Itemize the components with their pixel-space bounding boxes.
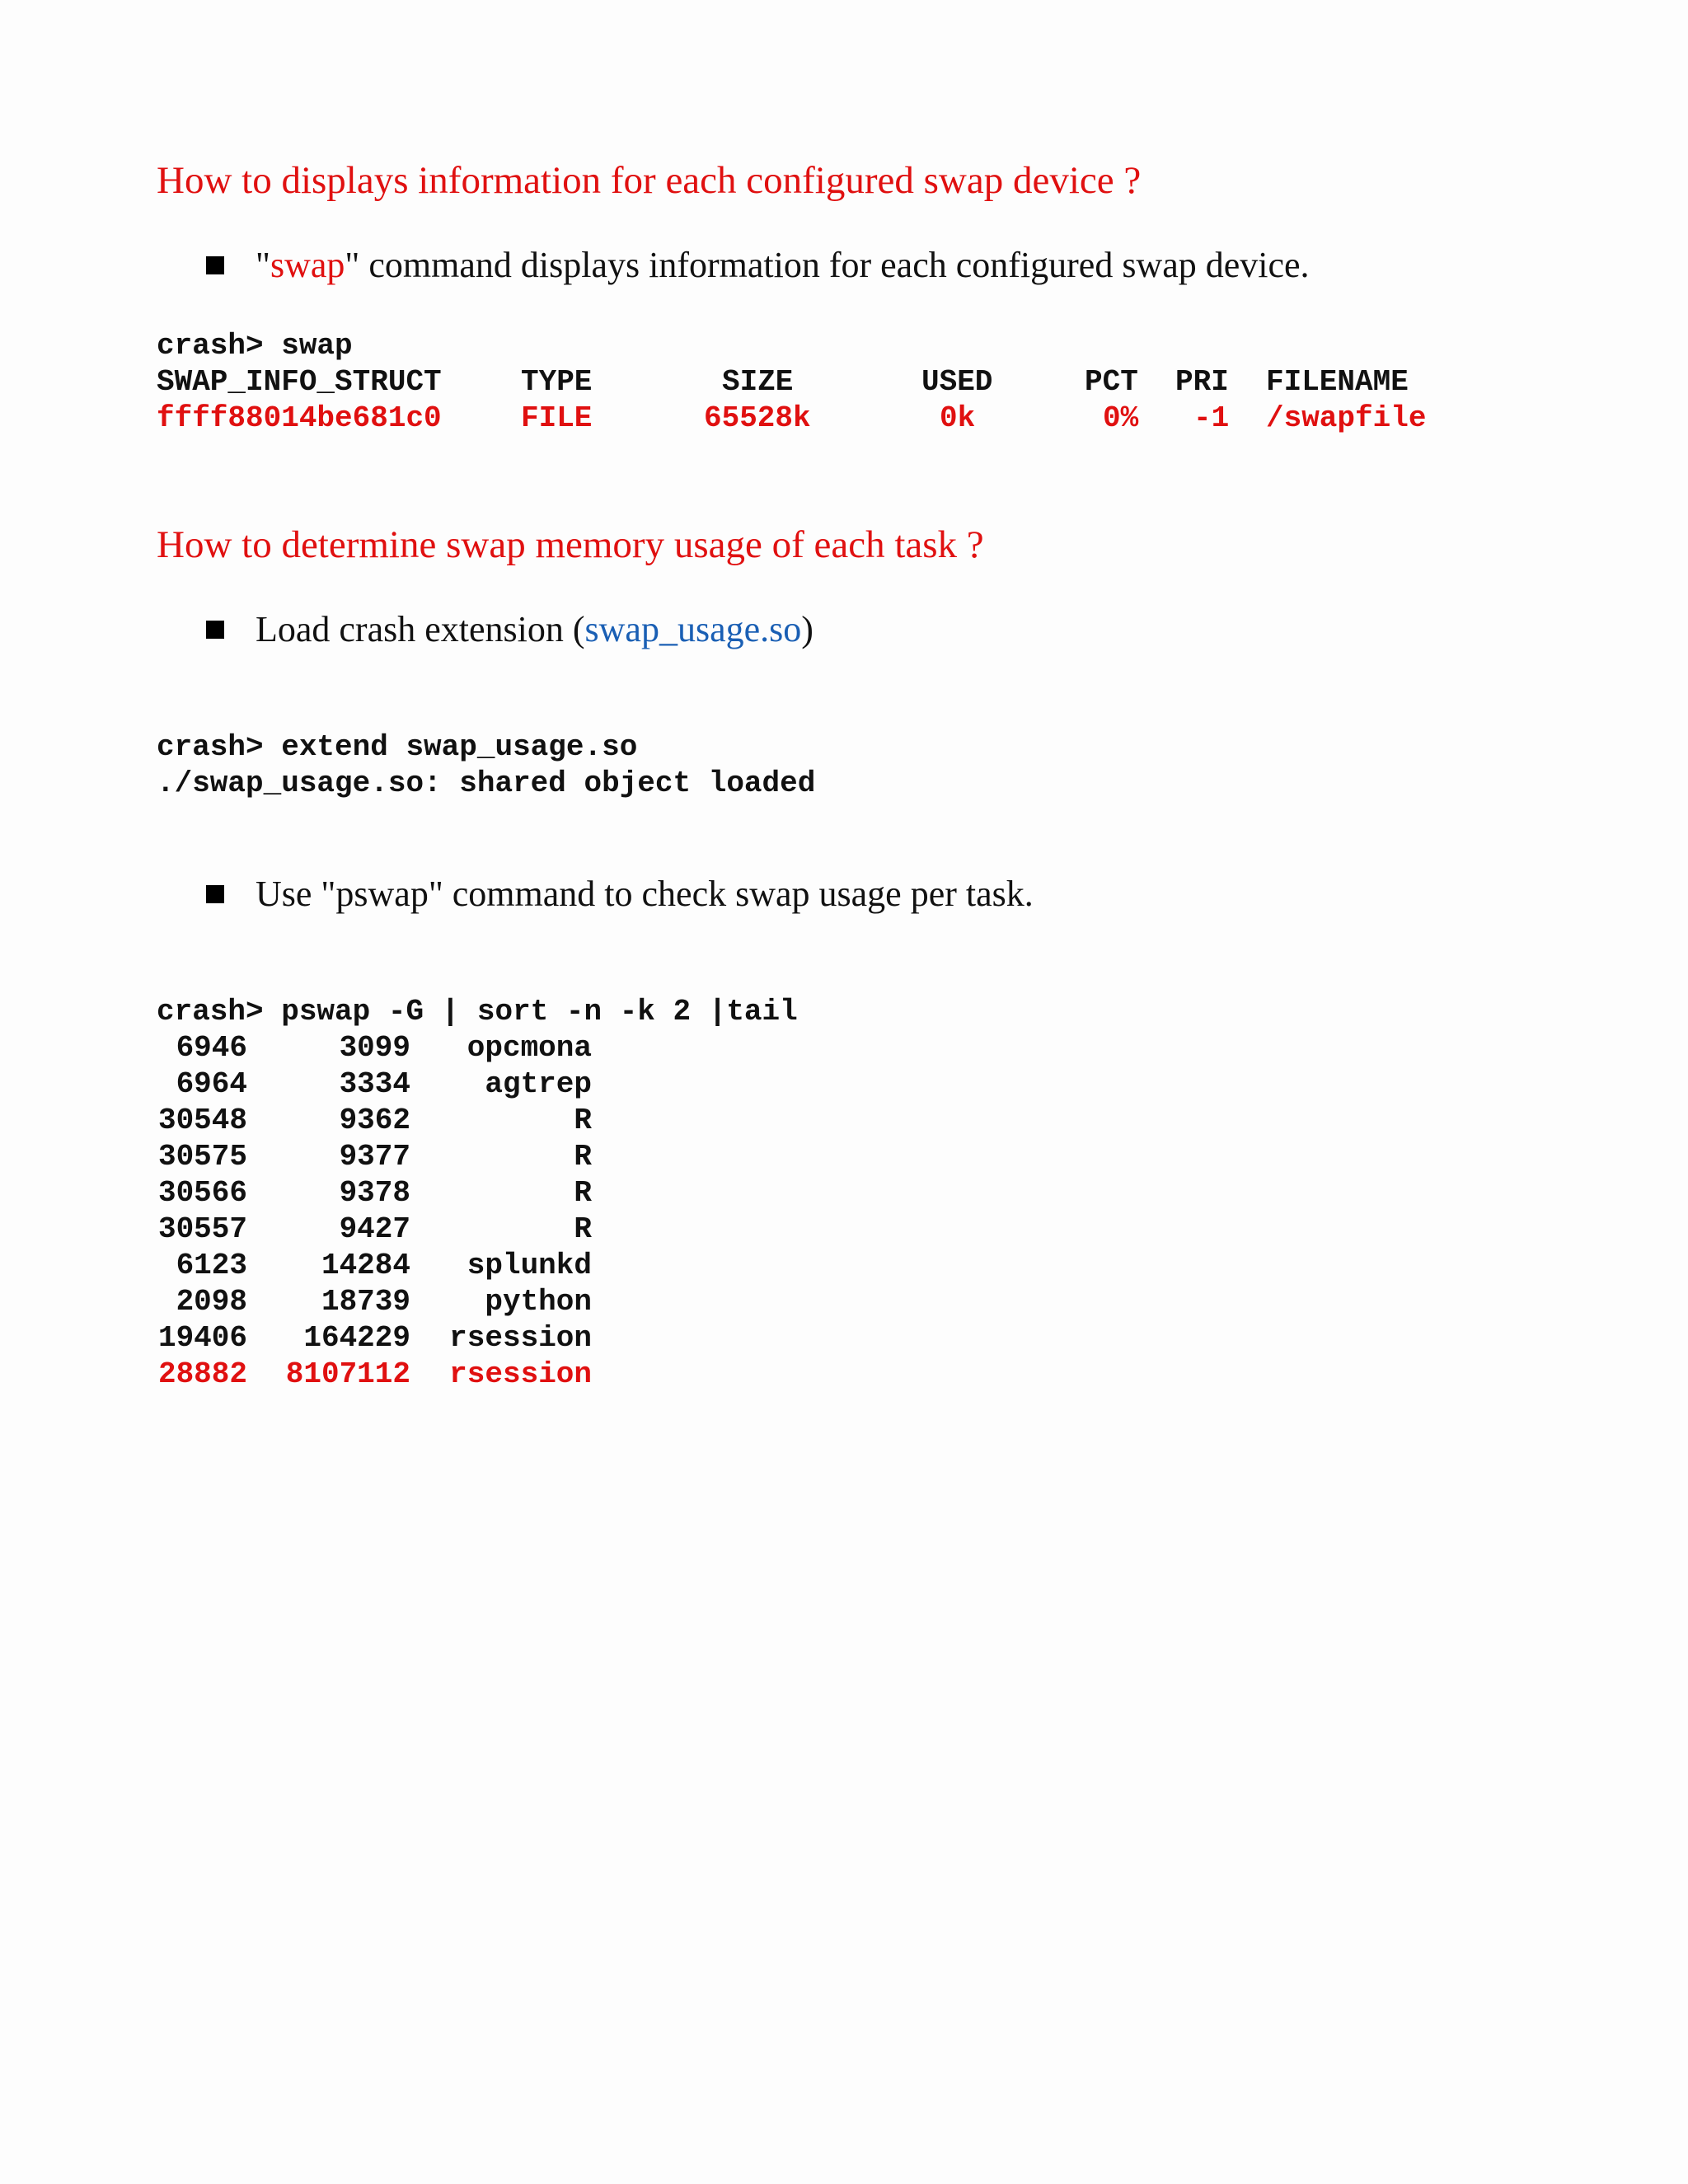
swap-cell: 9427 xyxy=(339,1212,410,1246)
swap-cell: 9378 xyxy=(339,1176,410,1210)
bullet-rest-text: " command displays information for each configured swap device. xyxy=(345,245,1310,285)
swap-cell: 8107112 xyxy=(285,1357,410,1391)
swap-usage-link[interactable]: swap_usage.so xyxy=(584,609,802,649)
extend-result-line: ./swap_usage.so: shared object loaded xyxy=(157,766,816,800)
task-name-cell: R xyxy=(574,1140,592,1174)
swap-cell: 9377 xyxy=(339,1140,410,1174)
pid-cell: 30575 xyxy=(157,1140,247,1174)
task-name-cell: opcmona xyxy=(467,1031,592,1065)
pid-cell: 30557 xyxy=(157,1212,247,1246)
filename-value: /swapfile xyxy=(1266,401,1427,435)
size-value: 65528k xyxy=(704,401,811,435)
header-type: TYPE xyxy=(521,365,593,399)
used-value: 0k xyxy=(940,401,976,435)
task-name-cell: R xyxy=(574,1212,592,1246)
pid-cell: 30566 xyxy=(157,1176,247,1210)
pid-cell: 6123 xyxy=(176,1249,247,1282)
swap-cell: 3099 xyxy=(339,1031,410,1065)
header-swap-info-struct: SWAP_INFO_STRUCT xyxy=(157,365,442,399)
pid-cell: 28882 xyxy=(157,1357,247,1391)
type-value: FILE xyxy=(521,401,593,435)
bullet-square-icon xyxy=(206,621,224,639)
pct-value: 0% xyxy=(1103,401,1139,435)
swap-info-struct-value: ffff88014be681c0 xyxy=(157,401,442,435)
pswap-prompt-line: crash> pswap -G | sort -n -k 2 |tail xyxy=(157,995,798,1029)
extend-prompt-line: crash> extend swap_usage.so xyxy=(157,730,638,764)
bullet-load-text: Load crash extension ( xyxy=(256,609,585,649)
swap-cell: 3334 xyxy=(339,1067,410,1101)
section2-bullet-load xyxy=(256,609,814,649)
task-name-cell: rsession xyxy=(449,1321,592,1355)
section1-heading: How to displays information for each configured swap device ? xyxy=(157,159,1142,202)
bullet-square-icon xyxy=(206,256,224,274)
header-pri: PRI xyxy=(1175,365,1229,399)
header-size: SIZE xyxy=(722,365,794,399)
task-name-cell: agtrep xyxy=(485,1067,592,1101)
pri-value: -1 xyxy=(1193,401,1230,435)
bullet-square-icon xyxy=(206,885,224,903)
swap-cell: 18739 xyxy=(321,1285,410,1319)
swap-command-name: swap xyxy=(270,245,345,285)
swap-prompt-line: crash> swap xyxy=(157,329,353,363)
swap-cell: 164229 xyxy=(303,1321,410,1355)
swap-cell: 14284 xyxy=(321,1249,410,1282)
bullet-quote-open: " xyxy=(256,245,270,285)
pid-cell: 6946 xyxy=(176,1031,247,1065)
bullet-load-close: ) xyxy=(801,609,814,649)
swap-cell: 9362 xyxy=(339,1104,410,1137)
header-filename: FILENAME xyxy=(1266,365,1409,399)
header-used: USED xyxy=(921,365,993,399)
pid-cell: 2098 xyxy=(176,1285,247,1319)
section2-heading: How to determine swap memory usage of each task ? xyxy=(157,523,984,566)
pid-cell: 6964 xyxy=(176,1067,247,1101)
section1-bullet xyxy=(256,247,1310,284)
header-pct: PCT xyxy=(1085,365,1138,399)
pid-cell: 30548 xyxy=(157,1104,247,1137)
task-name-cell: python xyxy=(485,1285,592,1319)
task-name-cell: R xyxy=(574,1104,592,1137)
task-name-cell: splunkd xyxy=(467,1249,592,1282)
task-name-cell: rsession xyxy=(449,1357,592,1391)
task-name-cell: R xyxy=(574,1176,592,1210)
pid-cell: 19406 xyxy=(157,1321,247,1355)
section2-bullet-pswap: Use "pswap" command to check swap usage per task. xyxy=(256,874,1034,914)
